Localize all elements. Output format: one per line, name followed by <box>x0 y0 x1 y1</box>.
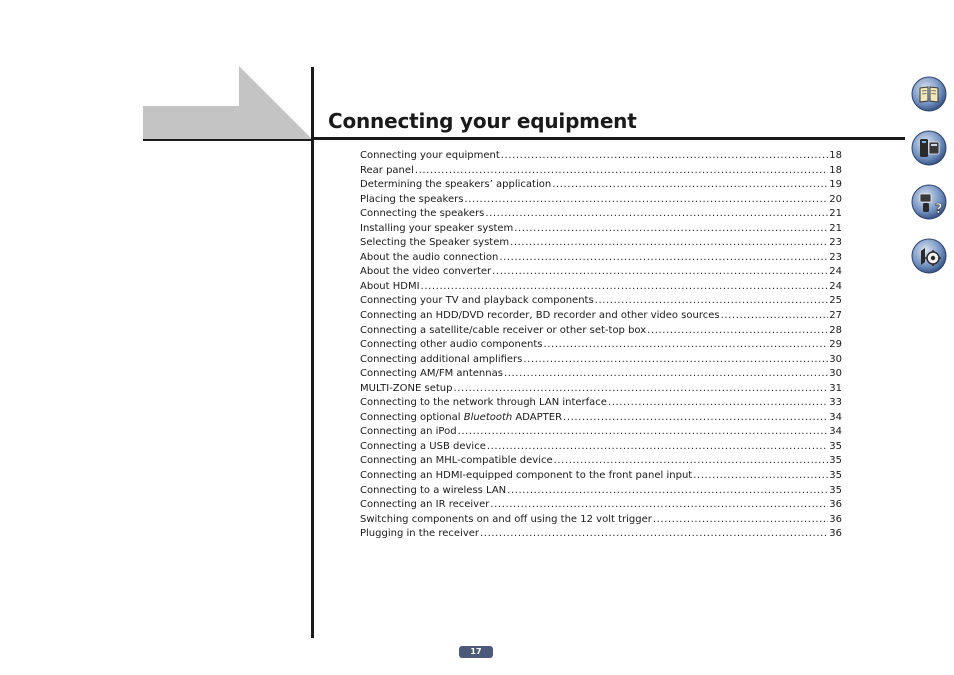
toc-entry-page: 33 <box>829 397 842 409</box>
toc-entry-text: MULTI-ZONE setup <box>360 382 453 394</box>
toc-entry-page: 34 <box>829 411 842 423</box>
toc-leader <box>490 498 828 513</box>
table-of-contents <box>360 149 842 542</box>
toc-entry-page: 28 <box>829 324 842 336</box>
toc-leader <box>514 222 828 237</box>
toc-entry-text: Connecting AM/FM antennas <box>360 368 503 380</box>
toc-entry-page: 30 <box>829 368 842 380</box>
toc-entry-text: Connecting an MHL-compatible device <box>360 455 553 467</box>
toc-entry-page: 36 <box>829 499 842 511</box>
toc-entry-text: Connecting a USB device <box>360 440 486 452</box>
toc-entry-page: 34 <box>829 426 842 438</box>
toc-entry-page: 36 <box>829 528 842 540</box>
toc-entry[interactable] <box>360 338 842 353</box>
toc-entry[interactable] <box>360 294 842 309</box>
toc-entry-page: 35 <box>829 455 842 467</box>
toc-entry-page: 21 <box>829 222 842 234</box>
remote-question-icon[interactable] <box>911 184 947 220</box>
toc-entry-page: 21 <box>829 208 842 220</box>
toc-entry[interactable] <box>360 469 842 484</box>
toc-entry[interactable] <box>360 222 842 237</box>
toc-entry-text: Connecting to a wireless LAN <box>360 484 507 496</box>
toc-leader <box>487 440 828 455</box>
toc-entry-text: Connecting an HDMI-equipped component to the front panel input <box>360 470 693 482</box>
toc-entry-text: Connecting an HDD/DVD recorder, BD recorder and other video sources <box>360 310 720 322</box>
left-rule <box>143 139 313 141</box>
toc-leader <box>480 527 828 542</box>
toc-entry[interactable] <box>360 164 842 179</box>
toc-entry-page: 18 <box>829 164 842 176</box>
toc-entry-text: Switching components on and off using the 12 volt trigger <box>360 513 652 525</box>
toc-entry[interactable] <box>360 396 842 411</box>
toc-entry-text: Installing your speaker system <box>360 222 514 234</box>
toc-leader <box>608 396 828 411</box>
title-rule <box>311 137 905 140</box>
toc-entry-text-italic: Bluetooth <box>463 411 513 423</box>
toc-entry[interactable] <box>360 382 842 397</box>
toc-leader <box>453 382 828 397</box>
toc-leader <box>554 454 829 469</box>
toc-leader <box>492 265 828 280</box>
toc-entry-text: Connecting the speakers <box>360 208 485 220</box>
toc-entry[interactable] <box>360 367 842 382</box>
page-title: Connecting your equipment <box>328 109 637 133</box>
toc-leader <box>563 411 828 426</box>
toc-entry[interactable] <box>360 498 842 513</box>
toc-entry[interactable] <box>360 324 842 339</box>
toc-entry[interactable] <box>360 440 842 455</box>
toc-entry-page: 36 <box>829 513 842 525</box>
book-icon[interactable] <box>911 76 947 112</box>
toc-entry-text <box>360 411 562 426</box>
toc-leader <box>552 178 828 193</box>
toc-leader <box>507 484 828 499</box>
toc-entry-text: Connecting a satellite/cable receiver or other set-top box <box>360 324 647 336</box>
toc-entry-page: 35 <box>829 440 842 452</box>
toc-entry-text: About HDMI <box>360 280 420 292</box>
toc-entry-text: Connecting an IR receiver <box>360 499 490 511</box>
toc-entry-text: Connecting your TV and playback components <box>360 295 594 307</box>
toc-entry[interactable] <box>360 411 842 426</box>
toc-leader <box>415 164 828 179</box>
toc-entry-text: About the audio connection <box>360 251 499 263</box>
toc-entry[interactable] <box>360 425 842 440</box>
toc-entry[interactable] <box>360 527 842 542</box>
toc-entry-text: Connecting additional amplifiers <box>360 353 523 365</box>
toc-entry-text-after: ADAPTER <box>512 411 563 423</box>
toc-entry-text: Plugging in the receiver <box>360 528 480 540</box>
toc-entry-text: About the video converter <box>360 266 492 278</box>
svg-text:?: ? <box>935 202 943 217</box>
toc-leader <box>523 353 828 368</box>
toc-entry-text: Connecting other audio components <box>360 339 543 351</box>
toc-entry[interactable] <box>360 484 842 499</box>
toc-entry-page: 29 <box>829 339 842 351</box>
side-navigation <box>911 72 949 282</box>
toc-entry[interactable] <box>360 513 842 528</box>
toc-entry-page: 27 <box>829 310 842 322</box>
toc-entry-page: 24 <box>829 266 842 278</box>
toc-entry-text: Connecting your equipment <box>360 150 500 161</box>
toc-leader <box>693 469 828 484</box>
toc-leader <box>510 236 828 251</box>
toc-entry-page: 19 <box>829 179 842 191</box>
toc-entry-page: 23 <box>829 251 842 263</box>
toc-entry[interactable] <box>360 207 842 222</box>
settings-icon[interactable] <box>911 238 947 274</box>
toc-entry[interactable] <box>360 251 842 266</box>
toc-entry[interactable] <box>360 309 842 324</box>
toc-leader <box>595 294 829 309</box>
toc-entry[interactable] <box>360 454 842 469</box>
toc-entry-text: Connecting to the network through LAN interface <box>360 397 607 409</box>
toc-entry-page: 31 <box>829 382 842 394</box>
toc-entry[interactable] <box>360 236 842 251</box>
toc-entry[interactable] <box>360 280 842 295</box>
toc-entry-text: Placing the speakers <box>360 193 464 205</box>
toc-entry-page: 35 <box>829 470 842 482</box>
toc-entry[interactable] <box>360 353 842 368</box>
toc-leader <box>499 251 828 266</box>
toc-entry-page: 20 <box>829 193 842 205</box>
toc-leader <box>485 207 828 222</box>
section-tab-shape <box>143 66 313 140</box>
toc-leader <box>464 193 828 208</box>
toc-entry-page: 24 <box>829 280 842 292</box>
remote-receiver-icon[interactable] <box>911 130 947 166</box>
toc-leader <box>653 513 828 528</box>
toc-leader <box>543 338 828 353</box>
toc-entry-page: 35 <box>829 484 842 496</box>
toc-leader <box>647 324 828 339</box>
page-number-badge: 17 <box>459 646 493 658</box>
toc-entry[interactable] <box>360 149 842 164</box>
toc-entry-page: 30 <box>829 353 842 365</box>
toc-leader <box>721 309 829 324</box>
vertical-rule <box>311 67 314 638</box>
toc-entry-page: 23 <box>829 237 842 249</box>
toc-entry-text: Connecting an iPod <box>360 426 457 438</box>
toc-entry-text: Rear panel <box>360 164 414 176</box>
toc-entry-text-before: Connecting optional <box>360 411 464 423</box>
toc-entry[interactable] <box>360 193 842 208</box>
toc-entry-text: Determining the speakers’ application <box>360 179 552 191</box>
toc-entry-page: 18 <box>829 150 842 161</box>
toc-leader <box>458 425 829 440</box>
toc-entry[interactable] <box>360 178 842 193</box>
toc-leader <box>421 280 829 295</box>
toc-leader <box>504 367 828 382</box>
toc-entry[interactable] <box>360 265 842 280</box>
toc-entry-page: 25 <box>829 295 842 307</box>
toc-entry-text: Selecting the Speaker system <box>360 237 510 249</box>
toc-leader <box>501 149 828 164</box>
